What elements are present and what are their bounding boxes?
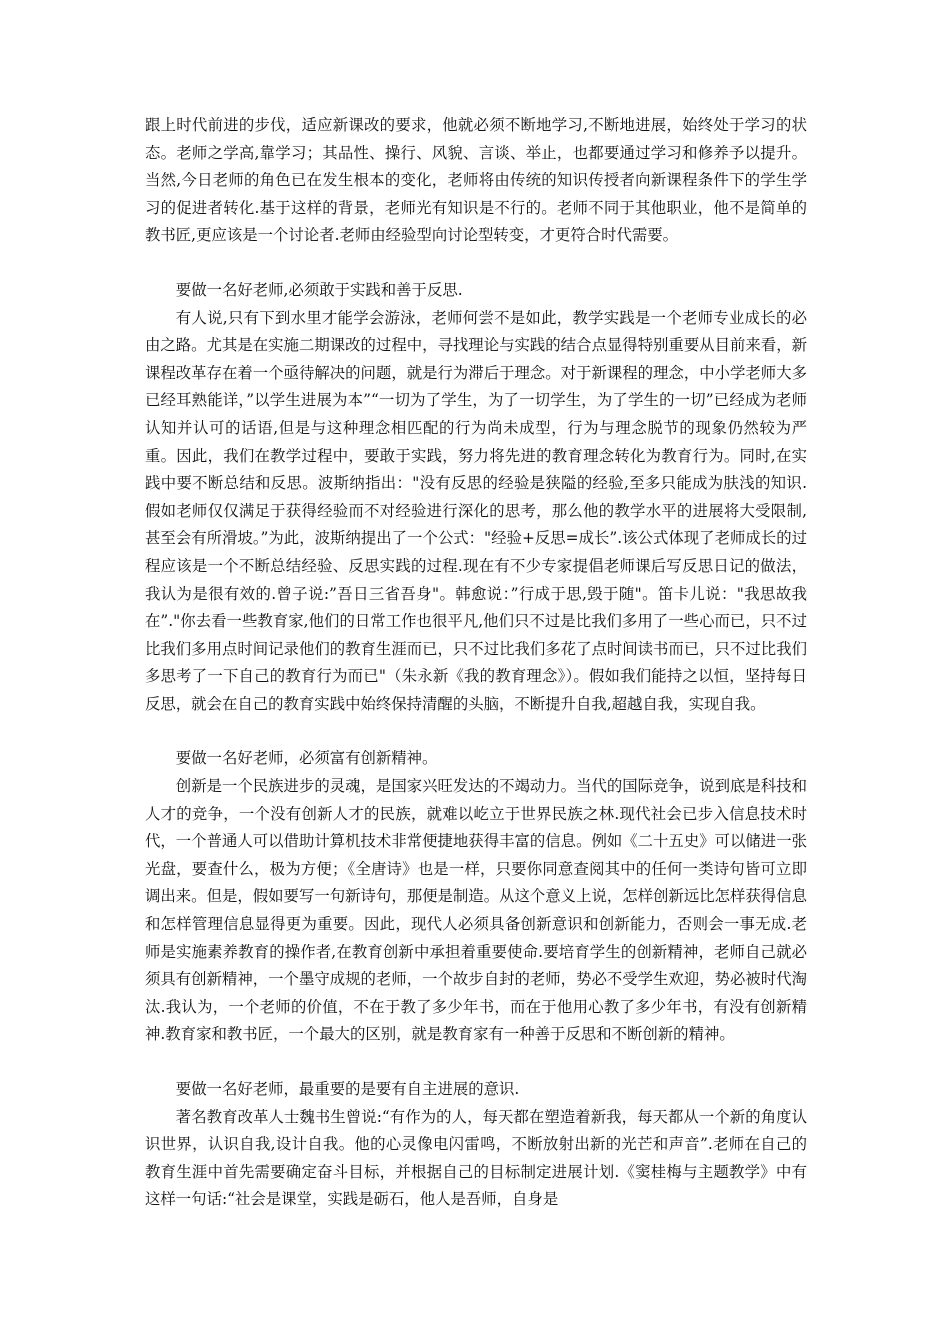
paragraph-innovation: 创新是一个民族进步的灵魂，是国家兴旺发达的不竭动力。当代的国际竞争，说到底是科技和人才的竞争，一个没有创新人才的民族，就难以屹立于世界民族之林.现代社会已步入信息技术时代，一个普通人可以借助计算机技术非常便捷地获得丰富的信息。例如《二十五史》可以储进一张光盘，要查什么，极为方便；《全唐诗》也是一样，只要你同意查阅其中的任何一类诗句皆可立即调出来。但是，假如要写一句新诗句，那便是制造。从这个意义上说，怎样创新远比怎样获得信息和怎样管理信息显得更为重要。因此，现代人必须具备创新意识和创新能力，否则会一事无成.老师是实施素养教育的操作者,在教育创新中承担着重要使命.要培育学生的创新精神，老师自己就必须具有创新精神，一个墨守成规的老师，一个故步自封的老师，势必不受学生欢迎，势必被时代淘汰.我认为，一个老师的价值，不在于教了多少年书，而在于他用心教了多少年书，有没有创新精神.教育家和教书匠，一个最大的区别，就是教育家有一种善于反思和不断创新的精神。	[145, 777, 807, 1044]
paragraph-learning: 跟上时代前进的步伐，适应新课改的要求，他就必须不断地学习,不断地进展，始终处于学习的状态。老师之学高,靠学习；其品性、操行、风貌、言谈、举止，也都要通过学习和修养予以提升。当然,今日老师的角色已在发生根本的变化，老师将由传统的知识传授者向新课程条件下的学生学习的促进者转化.基于这样的背景，老师光有知识是不行的。老师不同于其他职业，他不是简单的教书匠,更应该是一个讨论者.老师由经验型向讨论型转变，才更符合时代需要。	[145, 116, 807, 245]
section-heading-innovation: 要做一名好老师，必须富有创新精神。	[175, 749, 438, 768]
section-heading-practice-reflection: 要做一名好老师,必须敢于实践和善于反思.	[175, 280, 463, 299]
document-body	[145, 112, 807, 1214]
paragraph-self-development: 著名教育改革人士魏书生曾说:“有作为的人，每天都在塑造着新我，每天都从一个新的角度认识世界，认识自我,设计自我。他的心灵像电闪雷鸣，不断放射出新的光芒和声音”.老师在自己的教育生涯中首先需要确定奋斗目标，并根据自己的目标制定进展计划.《窦桂梅与主题教学》中有这样一句话:“社会是课堂，实践是砺石，他人是吾师，自身是	[145, 1107, 807, 1209]
section-heading-self-development: 要做一名好老师，最重要的是要有自主进展的意识.	[175, 1080, 520, 1098]
paragraph-practice-reflection: 有人说,只有下到水里才能学会游泳，老师何尝不是如此，教学实践是一个老师专业成长的必由之路。尤其是在实施二期课改的过程中，寻找理论与实践的结合点显得特别重要从目前来看，新课程改革存在着一个亟待解决的问题，就是行为滞后于理念。对于新课程的理念，中小学老师大多已经耳熟能详，”以学生进展为本”“一切为了学生，为了一切学生，为了学生的一切”已经成为老师认知并认可的话语,但是与这种理念相匹配的行为尚未成型，行为与理念脱节的现象仍然较为严重。因此，我们在教学过程中，要敢于实践，努力将先进的教育理念转化为教育行为。同时,在实践中要不断总结和反思。波斯纳指出："没有反思的经验是狭隘的经验,至多只能成为肤浅的知识.假如老师仅仅满足于获得经验而不对经验进行深化的思考，那么他的教学水平的进展将大受限制,甚至会有所滑坡。”为此，波斯纳提出了一个公式："经验+反思=成长”.该公式体现了老师成长的过程应该是一个不断总结经验、反思实践的过程.现在有不少专家提倡老师课后写反思日记的做法，我认为是很有效的.曾子说:”吾日三省吾身"。韩愈说：”行成于思,毁于随"。笛卡儿说："我思故我在”."你去看一些教育家,他们的日常工作也很平凡,他们只不过是比我们多用了一些心而已，只不过比我们多用点时间记录他们的教育生涯而已，只不过比我们多花了点时间读书而已，只不过比我们多思考了一下自己的教育行为而已"（朱永新《我的教育理念》）。假如我们能持之以恒，坚持每日反思，就会在自己的教育实践中始终保持清醒的头脑，不断提升自我,超越自我，实现自我。	[145, 308, 807, 713]
